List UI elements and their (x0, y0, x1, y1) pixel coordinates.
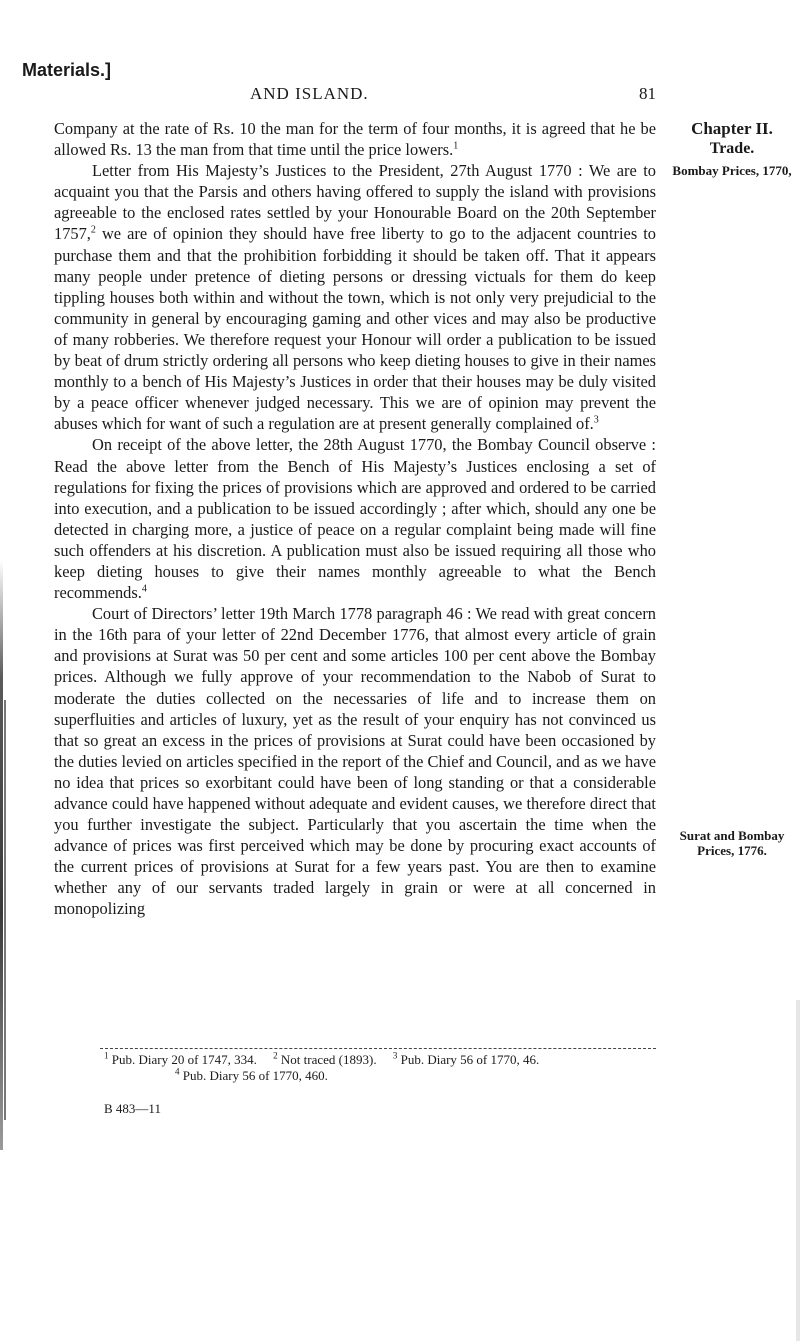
footnote-line-2 (104, 1068, 664, 1084)
paragraph-3 (54, 434, 656, 603)
paragraph-text: Letter from His Majesty’s Justices to the President, 27th August 1770 : We are to acquaint you that the Parsis and others having offered to supply the island with provisions agreeable to the enclosed rates settled by your Honourable Board on the 20th September 1757, (54, 161, 656, 244)
margin-note-surat-1776: Surat and Bombay Prices, 1776. (679, 828, 785, 858)
paragraph-text: Company at the rate of Rs. 10 the man for the term of four months, it is agreed that he be allowed Rs. 13 the man from that time until the price lowers. (54, 119, 656, 160)
paragraph-text: On receipt of the above letter, the 28th August 1770, the Bombay Council observe : Read the above letter from the Bench of His Majesty’s Justices enclosing a set of regulations for fixing the prices of provisions which are approved and ordered to be carried into execution, and a publication to be issued accordingly ; after which, should any one be detected in charging more, a justice of peace on a regular complaint being made will fine such offenders at his discretion. A publication must also be issued requiring all those who keep dieting houses to give their names monthly agreeable to what the Bench recommends. (54, 435, 656, 603)
chapter-label: Chapter II. (691, 119, 773, 138)
paragraph-2 (54, 160, 656, 434)
footnote-text: Pub. Diary 56 of 1770, 46. (400, 1052, 540, 1067)
body-text (54, 118, 656, 920)
binding-shadow (0, 560, 3, 1150)
footnote-ref: 4 (141, 583, 147, 595)
margin-note-chapter (662, 118, 800, 178)
binding-shadow-inner (4, 700, 6, 1120)
footnote-ref: 3 (593, 414, 599, 426)
page-edge (796, 1000, 800, 1341)
footnote-number: 1 (104, 1050, 109, 1061)
running-header-title: AND ISLAND. (250, 84, 369, 103)
footnote-text: Pub. Diary 20 of 1747, 334. (111, 1052, 257, 1067)
page-number: 81 (639, 84, 656, 103)
footnote-text: Not traced (1893). (280, 1052, 377, 1067)
paragraph-text: Court of Directors’ letter 19th March 1778 paragraph 46 : We read with great concern in the 16th para of your letter of 22nd December 1776, that almost every article of grain and provisions at Surat was 50 per cent and some articles 100 per cent above the Bombay prices. Although we fully approve of your recommendation to the Nabob of Surat to moderate the duties collected on the necessaries of life and to increase them on superfluities and articles of luxury, yet as the result of your enquiry has not convinced us that so great an excess in the prices of provisions at Surat could have been occasioned by the duties levied on articles specified in the report of the Chief and Council, and as we have no idea that prices so exorbitant could have been of long standing or that a considerable advance could have happened without adequate and evident causes, we therefore direct that you further investigate the subject. Particularly that you ascertain the time when the advance of prices was first perceived which may be done by procuring exact accounts of the current prices of provisions at Surat for a few years past. You are then to examine whether any of our servants traded largely in grain or were at all concerned in monopolizing (54, 604, 656, 919)
footnote-line-1 (104, 1052, 664, 1068)
printer-signature: B 483—11 (104, 1101, 161, 1116)
footnotes (104, 1052, 664, 1084)
paragraph-1 (54, 118, 656, 160)
chapter-subject: Trade. (709, 140, 755, 157)
margin-note-bombay-1770: Bombay Prices, 1770, (672, 163, 792, 178)
footnote-number: 4 (175, 1066, 180, 1077)
paragraph-text-continued: we are of opinion they should have free liberty to go to the adjacent countries to purchase them and that the prohibition forbidding it should be taken off. That it appears many people under pretence of dieting persons or dressing victuals for them do keep tippling houses both within and without the town, which is not only very prejudicial to the community in general by encouraging gaming and other vices and may also be productive of many robberies. We therefore request your Honour will order a publication to be issued by beat of drum strictly ordering all persons who keep dieting houses to give in their names monthly to a bench of His Majesty’s Justices in order that their houses may be duly visited by a peace officer whenever judged necessary. This we are of opinion may prevent the abuses which for want of such a regulation are at present generally complained of. (54, 224, 656, 434)
paragraph-4 (54, 603, 656, 919)
footnote-ref: 1 (453, 140, 459, 152)
footnote-text: Pub. Diary 56 of 1770, 460. (182, 1068, 328, 1083)
footnote-divider (100, 1048, 656, 1049)
footnote-ref: 2 (90, 225, 96, 236)
footnote-number: 3 (392, 1050, 398, 1061)
running-header-left: Materials.] (22, 60, 112, 80)
footnote-number: 2 (273, 1050, 278, 1061)
